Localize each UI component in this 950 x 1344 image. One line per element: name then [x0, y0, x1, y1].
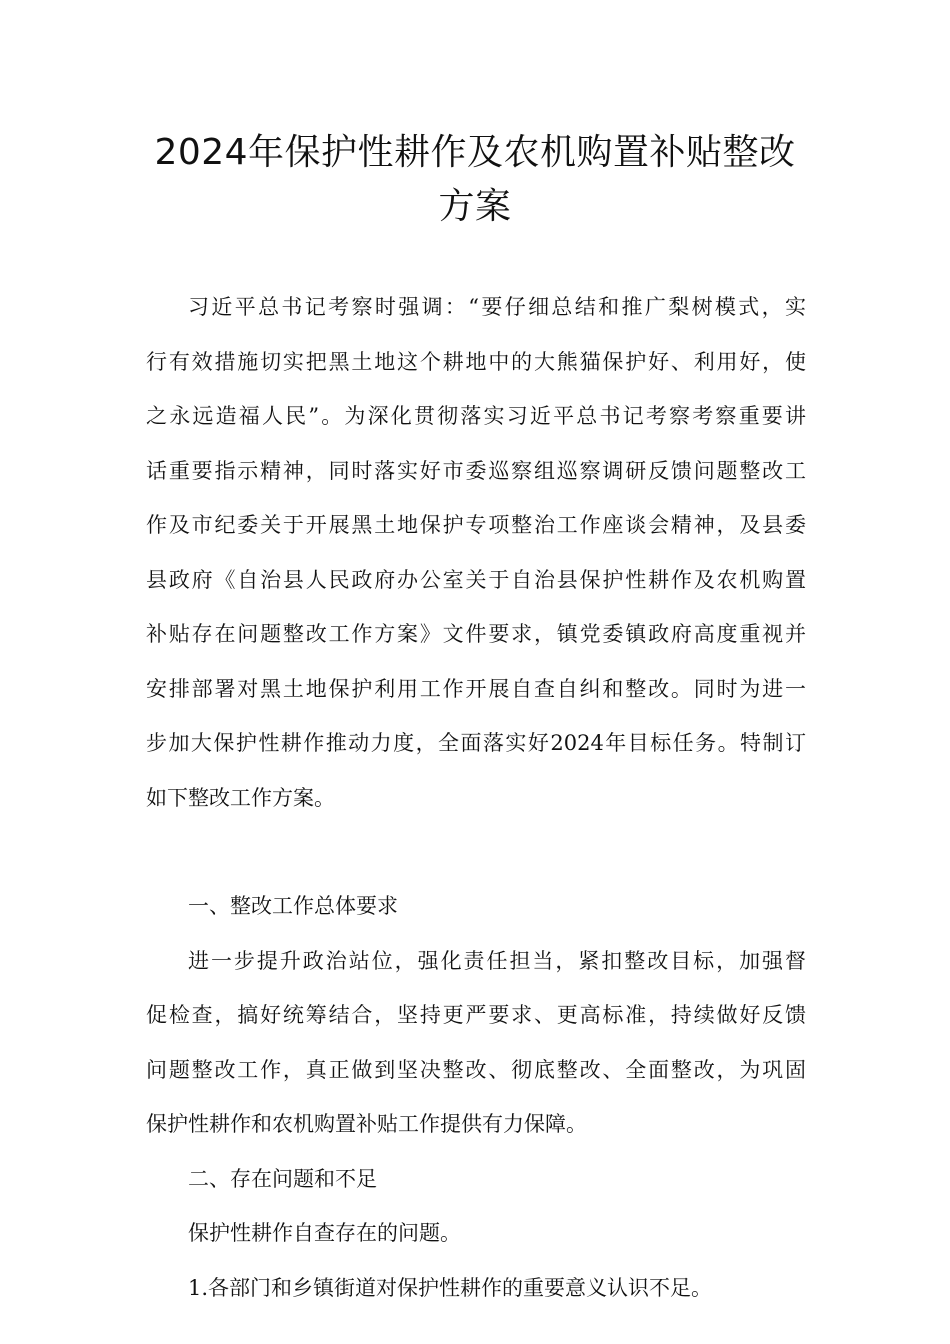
intro-line: 如下整改工作方案。 [146, 785, 335, 810]
document-title [130, 126, 820, 234]
intro-line: 补贴存在问题整改工作方案》文件要求，镇党委镇政府高度重视并 [146, 622, 806, 646]
title-line-1: 2024年保护性耕作及农机购置补贴整改 [154, 132, 796, 173]
section1-line: 问题整改工作，真正做到坚决整改、彻底整改、全面整改，为巩固 [146, 1057, 806, 1082]
section-spacer [146, 825, 806, 879]
section1-paragraph [146, 934, 806, 1152]
section1-line: 保护性耕作和农机购置补贴工作提供有力保障。 [146, 1112, 587, 1136]
section1-line: 进一步提升政治站位，强化责任担当，紧扣整改目标，加强督 [188, 948, 806, 973]
intro-line: 行有效措施切实把黑土地这个耕地中的大熊猫保护好、利用好，使 [146, 349, 806, 374]
title-line-2: 方案 [438, 186, 512, 227]
section1-line: 促检查，搞好统筹结合，坚持更严要求、更高标准，持续做好反馈 [146, 1003, 806, 1027]
section2-intro: 保护性耕作自查存在的问题。 [188, 1221, 461, 1245]
section2-item-1: 1.各部门和乡镇街道对保护性耕作的重要意义认识不足。 [188, 1275, 713, 1300]
section-heading-1: 一、整改工作总体要求 [188, 894, 398, 918]
intro-line: 步加大保护性耕作推动力度，全面落实好2024年目标任务。特制订 [146, 731, 806, 755]
intro-line: 县政府《自治县人民政府办公室关于自治县保护性耕作及农机购置 [146, 567, 806, 592]
intro-line: 习近平总书记考察时强调：“要仔细总结和推广梨树模式，实 [188, 295, 806, 319]
intro-line: 之永远造福人民”。为深化贯彻落实习近平总书记考察考察重要讲 [146, 404, 806, 428]
intro-line: 作及市纪委关于开展黑土地保护专项整治工作座谈会精神，及县委 [146, 513, 806, 537]
intro-line: 安排部署对黑土地保护利用工作开展自查自纠和整改。同时为进一 [146, 676, 806, 701]
intro-paragraph [146, 280, 806, 825]
document-body [146, 280, 806, 1315]
intro-line: 话重要指示精神，同时落实好市委巡察组巡察调研反馈问题整改工 [146, 458, 806, 483]
section-heading-2: 二、存在问题和不足 [188, 1166, 377, 1191]
